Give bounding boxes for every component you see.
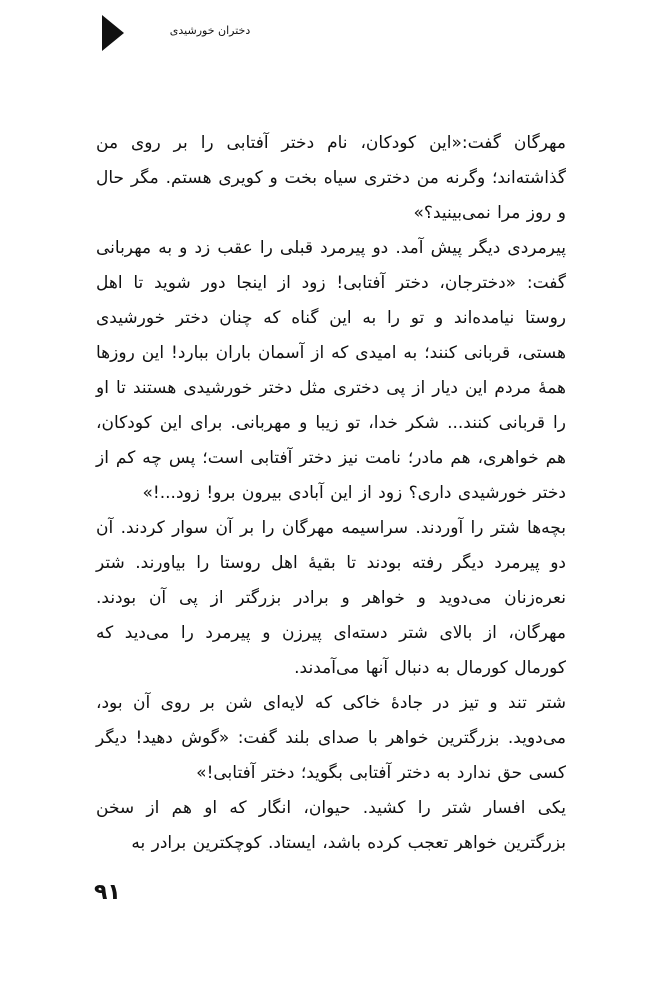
paragraph: پیرمردی دیگر پیش آمد. دو پیرمرد قبلی را عقب زد و به مهربانی گفت: «دخترجان، دختر آفتابی! زود از اینجا دور شوید تا اهل روستا نیامده‌اند و تو را به این گناه که چنان دختر خورشیدی هستی، قربانی کنند؛ به امیدی که از آسمان باران ببارد! این روزها همهٔ مردم این دیار از پی دختری مثل دختر خورشیدی هستند تا او را قربانی کنند... شکر خدا، تو زیبا و مهربانی. برای این کودکان، هم خواهری، هم مادر؛ نامت نیز دختر آفتابی است؛ پس چه کم از دختر خورشیدی داری؟ زود از این آبادی بیرون برو! زود...!»	[96, 238, 566, 503]
running-head-title: دختران خورشیدی	[169, 24, 251, 37]
triangle-marker-icon	[102, 15, 124, 51]
paragraph: شتر تند و تیز در جادهٔ خاکی که لایه‌ای شن بر روی آن بود، می‌دوید. بزرگترین خواهر با صدای بلند گفت: «گوش دهید! دیگر کسی حق ندارد به دختر آفتابی بگوید؛ دختر آفتابی!»	[96, 693, 566, 783]
paragraph: یکی افسار شتر را کشید. حیوان، انگار که او هم از سخن بزرگترین خواهر تعجب کرده باشد، ایستاد. کوچکترین برادر به	[96, 798, 566, 853]
paragraph: مهرگان گفت:«این کودکان، نام دختر آفتابی را بر روی من گذاشته‌اند؛ وگرنه من دختری سیاه بخت و کویری هستم. مگر حال و روز مرا نمی‌بینید؟»	[96, 133, 566, 223]
page-number: ۹۱	[94, 880, 121, 905]
book-text-body	[96, 126, 566, 861]
paragraph: بچه‌ها شتر را آوردند. سراسیمه مهرگان را بر آن سوار کردند. آن دو پیرمرد دیگر رفته بودند تا بقیهٔ اهل روستا را بیاورند. شتر نعره‌زنان می‌دوید و خواهر و برادر بزرگتر از پی آن بودند. مهرگان، از بالای شتر دسته‌ای پیرزن و پیرمرد را می‌دید که کورمال کورمال به دنبال آنها می‌آمدند.	[96, 518, 566, 678]
